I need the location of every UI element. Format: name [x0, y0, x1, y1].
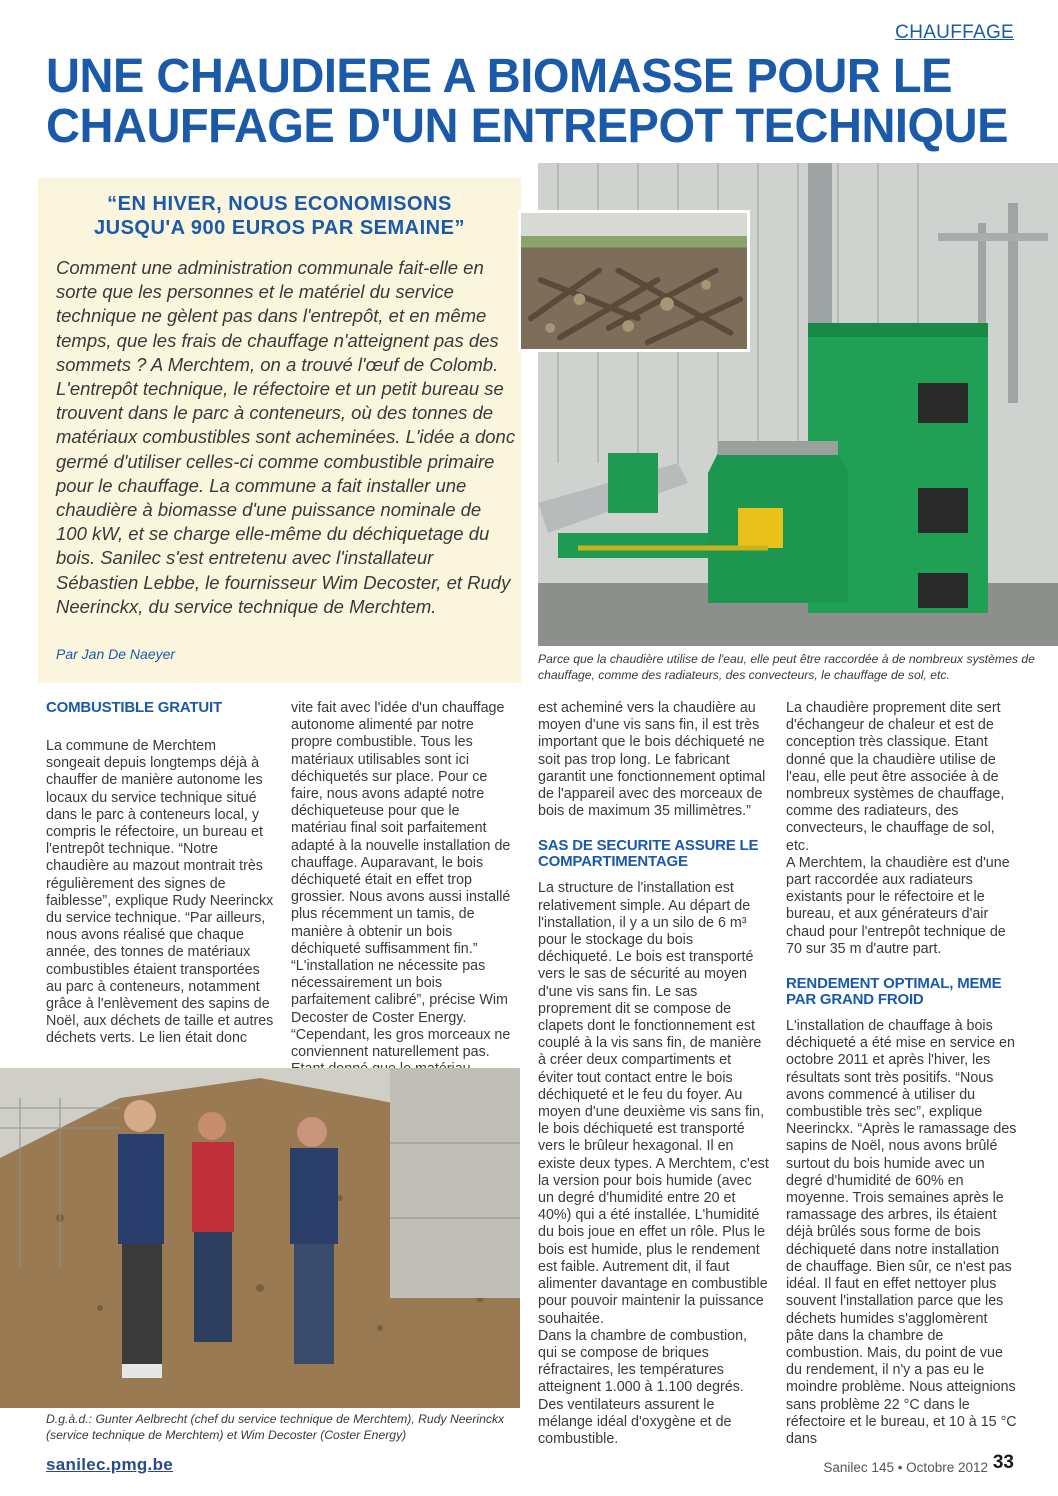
subheading-combustible: COMBUSTIBLE GRATUIT — [46, 699, 222, 716]
subheading-sas: SAS DE SECURITE ASSURE LE COMPARTIMENTAGE — [538, 837, 759, 871]
issue-info: Sanilec 145 • Octobre 2012 — [823, 1460, 988, 1475]
website-link[interactable]: sanilec.pmg.be — [46, 1455, 174, 1474]
article-title — [46, 52, 1016, 152]
people-photo-caption: D.g.à.d.: Gunter Aelbrecht (chef du service technique de Merchtem), Rudy Neerinckx (service technique de Merchtem) et Wim Decoster (Coster Energy) — [46, 1412, 505, 1442]
article-column-3 — [538, 700, 770, 1448]
paragraph: La commune de Merchtem songeait depuis longtemps déjà à chauffer de manière autonome les locaux du service technique situé dans le parc à conteneurs local, y compris le réfectoire, un bureau et l'entrepôt technique. “Notre chaudière au mazout montrait très régulièrement des signes de faiblesse”, explique Rudy Neerinckx du service technique. “Par ailleurs, nous avons réalisé que chaque année, des tonnes de matériaux combustibles étaient transportées au parc à conteneurs, notamment grâce à l'enlèvement des sapins de Noël, aux déchets de taille et autres déchets verts. Le lien était donc — [46, 738, 274, 1047]
subheading-rendement: RENDEMENT OPTIMAL, MEME PAR GRAND FROID — [786, 975, 1002, 1009]
pull-quote-line1: “EN HIVER, NOUS ECONOMISONS — [107, 193, 452, 215]
article-column-1 — [46, 700, 274, 1048]
boiler-photo-caption: Parce que la chaudière utilise de l'eau, elle peut être raccordée à de nombreux systèmes de chauffage, comme des radiateurs, des convecteurs, le chauffage de sol, etc. — [538, 652, 1035, 682]
article-column-2 — [291, 700, 519, 1096]
article-title-line2: CHAUFFAGE D'UN ENTREPOT TECHNIQUE — [46, 100, 1008, 153]
paragraph: L'installation de chauffage à bois déchiqueté a été mise en service en octobre 2011 et après l'hiver, les résultats sont très positifs. “Nous avons commencé à utiliser du combustible très sec”, explique Neerinckx. “Après le ramassage des sapins de Noël, nous avons brûlé surtout du bois humide avec un degré d'humidité de 60% en moyenne. Trois semaines après le ramassage des arbres, ils étaient déjà brûlés sous forme de bois déchiqueté dans notre installation de chauffage. Bien sûr, ce n'est pas idéal. Il faut en effet nettoyer plus souvent l'installation parce que les déchets humides s'agglomèrent pâte dans la chambre de combustion. Mais, du point de vue du rendement, il n'y a pas eu le moindre problème. Nous atteignions sans problème 22 °C dans le réfectoire et le bureau, et 10 à 15 °C dans — [786, 1018, 1017, 1447]
paragraph: La chaudière proprement dite sert d'échangeur de chaleur et est de conception très classique. Etant donné que la chaudière utilise de l'eau, elle peut être associée à de nombreux systèmes de chauffage, comme des radiateurs, des convecteurs, le chauffage de sol, etc. — [786, 700, 1005, 854]
intro-text: Comment une administration communale fait-elle en sorte que les personnes et le matériel du service technique ne gèlent pas dans l'entrepôt, et en même temps, que les frais de chauffage n'atteignent pas des sommets ? A Merchtem, on a trouvé l'œuf de Colomb. L'entrepôt technique, le réfectoire et un petit bureau se trouvent dans le parc à conteneurs, où des tonnes de matériaux combustibles sont acheminées. L'idée a donc germé d'utiliser celles-ci comme combustible primaire pour le chauffage. La commune a fait installer une chaudière à biomasse d'une puissance nominale de 100 kW, et se charge elle-même du déchiquetage du bois. Sanilec s'est entretenu avec l'installateur Sébastien Lebbe, le fournisseur Wim Decoster, et Rudy Neerinckx, du service technique de Merchtem. — [56, 257, 516, 617]
article-title-line1: UNE CHAUDIERE A BIOMASSE POUR LE — [46, 50, 953, 103]
article-column-4 — [786, 700, 1018, 1448]
paragraph: vite fait avec l'idée d'un chauffage autonome alimenté par notre propre combustible. Tous les matériaux utilisables sont ici déchiquetés sur place. Pour ce faire, nous avons adapté notre déchiqueteuse pour que le matériau final soit parfaitement adapté à la nouvelle installation de chauffage. Auparavant, le bois déchiqueté était en effet trop grossier. Nous avons aussi installé plus récemment un tamis, de manière à obtenir un bois déchiqueté suffisamment fin.” “L'installation ne nécessite pas nécessairement un bois parfaitement calibré”, précise Wim Decoster de Coster Energy. “Cependant, les gros morceaux ne conviennent naturellement pas. — [291, 700, 511, 1061]
paragraph: La structure de l'installation est relativement simple. Au départ de l'installation, il y a un silo de 6 m³ pour le stockage du bois déchiqueté. Le bois est transporté vers le sas de sécurité au moyen d'une vis sans fin. Le sas proprement dit se compose de clapets dont le fonctionnement est couplé à la vis sans fin, de manière à créer deux compartiments et éviter tout contact entre le bois déchiqueté et le feu du foyer. Au moyen d'une deuxième vis sans fin, le bois déchiqueté est transporté vers le brûleur hexagonal. Il en existe deux types. A Merchtem, c'est la version pour bois humide (avec un degré d'humidité entre 20 et 40%) qui a été installée. L'humidité du bois joue en effet un rôle. Plus le bois est humide, plus le rendement est faible. Autrement dit, il faut alimenter davantage en combustible pour pouvoir maintenir la puissance souhaitée. — [538, 880, 769, 1327]
section-label: CHAUFFAGE — [895, 22, 1014, 43]
pull-quote — [38, 192, 521, 240]
paragraph: est acheminé vers la chaudière au moyen d'une vis sans fin, il est très important que le bois déchiqueté ne soit pas trop long. Le fabricant garantit une fonctionnement optimal de l'appareil avec des morceaux de bois de maximum 35 millimètres.” — [538, 700, 766, 820]
pull-quote-line2: JUSQU'A 900 EUROS PAR SEMAINE” — [94, 217, 465, 239]
paragraph: Dans la chambre de combustion, qui se compose de briques réfractaires, les températures atteignent 1.000 à 1.100 degrés. Des ventilateurs assurent le mélange idéal d'oxygène et de combustible. — [538, 1327, 748, 1447]
people-photo — [0, 1068, 520, 1408]
paragraph: A Merchtem, la chaudière est d'une part raccordée aux radiateurs existants pour le réfectoire et le bureau, et aux générateurs d'air chaud pour l'entrepôt technique de 70 sur 35 m d'autre part. — [786, 854, 1010, 957]
page-number: 33 — [992, 1452, 1014, 1473]
wood-photo — [518, 210, 750, 352]
byline: Par Jan De Naeyer — [56, 646, 176, 662]
intro-box — [38, 178, 521, 683]
